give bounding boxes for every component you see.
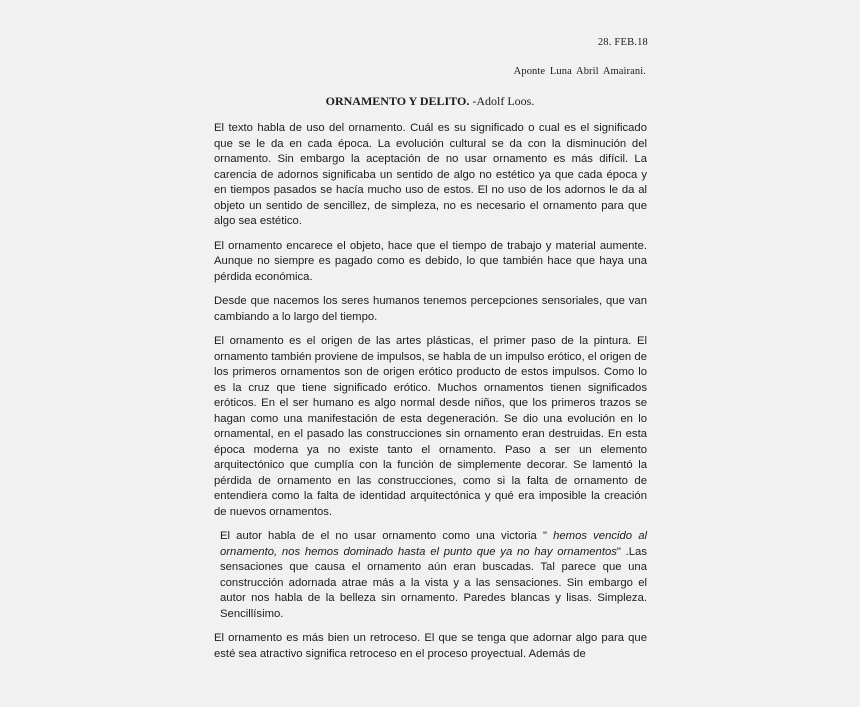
document-date: 28. FEB.18 <box>597 37 648 48</box>
title-byline: -Adolf Loos. <box>469 94 535 108</box>
title-main: ORNAMENTO Y DELITO. <box>325 94 470 108</box>
document-title <box>0 94 860 109</box>
paragraph-1: El texto habla de uso del ornamento. Cuál es su significado o cual es el significado que se le da en cada época. La evolución cultural se da con la disminución del ornamento. Sin embargo la aceptación de no usar ornamento es más difícil. La carencia de adornos significaba un sentido de algo no estético ya que cada época y en tiempos pasados se hacía mucho uso de estos. El no uso de los adornos le da al objeto un sentido de sencillez, de simpleza, no es necesario el ornamento para que algo sea estético. <box>214 122 647 227</box>
paragraph-6: El ornamento es más bien un retroceso. El que se tenga que adornar algo para que esté sea atractivo significa retroceso en el proceso proyectual. Además de <box>214 632 647 660</box>
paragraph-5-quote: hemos vencido al ornamento, nos hemos dominado hasta el punto que ya no hay ornamentos <box>220 530 647 558</box>
paragraph-5-before: El autor habla de el no usar ornamento como una victoria " <box>220 530 554 542</box>
paragraph-4: El ornamento es el origen de las artes plásticas, el primer paso de la pintura. El ornamento también proviene de impulsos, se habla de un impulso erótico, el origen de los primeros ornamentos son de origen erótico producto de estos impulsos. Como lo es la cruz que tiene significado erótico. Muchos ornamentos tienen significados eróticos. En el ser humano es algo normal desde niños, que los primeros trazos se hagan como una manifestación de esta degeneración. Se dio una evolución en lo ornamental, en el pasado las construcciones sin ornamento eran destruidas. En esta época moderna ya no existe tanto el ornamento. Paso a ser un elemento arquitectónico que cumplía con la función de simplemente decorar. Se lamentó la pérdida de ornamento en las construcciones, como si la falta de ornamento de entendiera como la falta de identidad arquitectónica y qué era imposible la creación de nuevos ornamentos. <box>214 335 647 518</box>
paragraph-3: Desde que nacemos los seres humanos tenemos percepciones sensoriales, que van cambiando a lo largo del tiempo. <box>214 295 647 323</box>
paragraph-5-after: " .Las sensaciones que causa el ornamento aún eran buscadas. Tal parece que una construcción adornada atrae más a la vista y a las sensaciones. Sin embargo el autor nos habla de la belleza sin ornamento. Paredes blancas y lisas. Simpleza. Sencillísimo. <box>220 545 647 620</box>
document-body <box>214 121 647 662</box>
document-author: Aponte Luna Abril Amairani. <box>513 66 646 77</box>
paragraph-5 <box>214 529 647 622</box>
paragraph-2: El ornamento encarece el objeto, hace que el tiempo de trabajo y material aumente. Aunque no siempre es pagado como es debido, lo que también hace que haya una pérdida económica. <box>214 239 647 283</box>
